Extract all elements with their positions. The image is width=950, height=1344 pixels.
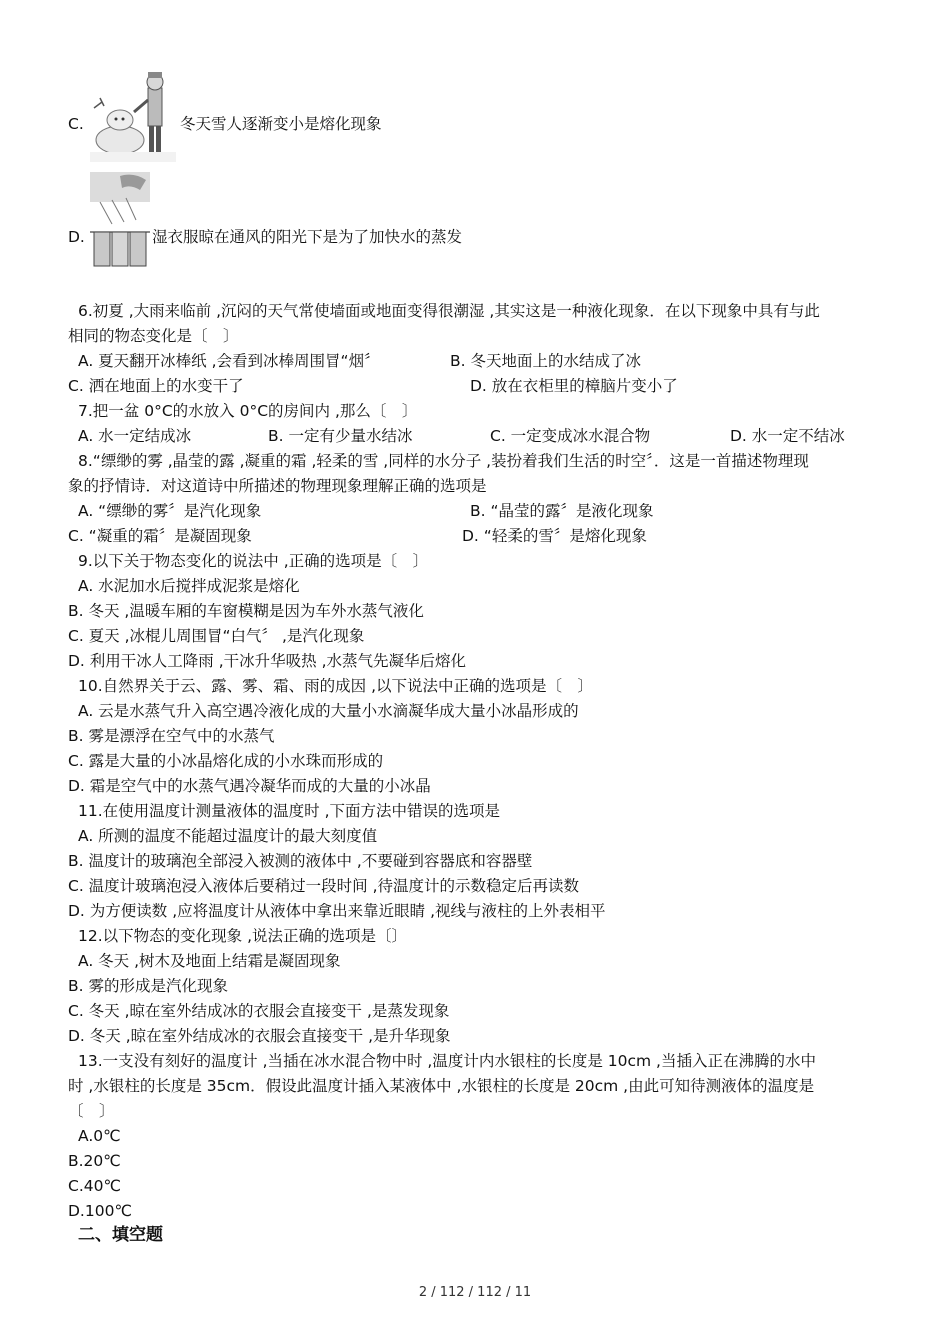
q9-option-c: C. 夏天 ,冰棍儿周围冒“白气〞 ,是汽化现象 — [68, 627, 365, 645]
q8-option-d: D. “轻柔的雪〞是熔化现象 — [462, 527, 647, 545]
q6-option-b: B. 冬天地面上的水结成了冰 — [450, 352, 641, 370]
q11-stem: 11.在使用温度计测量液体的温度时 ,下面方法中错误的选项是 — [78, 802, 501, 820]
q12-option-a: A. 冬天 ,树木及地面上结霜是凝固现象 — [78, 952, 341, 970]
q13-option-d: D.100℃ — [68, 1202, 132, 1220]
drying-clothes-image — [90, 172, 150, 268]
q8-option-c: C. “凝重的霜〞是凝固现象 — [68, 527, 252, 545]
q6-option-a: A. 夏天翻开冰棒纸 ,会看到冰棒周围冒“烟〞 — [78, 352, 380, 370]
q7-stem: 7.把一盆 0°C的水放入 0°C的房间内 ,那么〔 〕 — [78, 402, 418, 420]
q7-option-a: A. 水一定结成冰 — [78, 427, 192, 445]
q11-option-c: C. 温度计玻璃泡浸入液体后要稍过一段时间 ,待温度计的示数稳定后再读数 — [68, 877, 580, 895]
section-heading-fill-in: 二、填空题 — [78, 1225, 163, 1245]
q13-stem-line3: 〔 〕 — [68, 1102, 115, 1120]
q7-option-b: B. 一定有少量水结冰 — [268, 427, 413, 445]
q13-option-b: B.20℃ — [68, 1152, 121, 1170]
q12-stem: 12.以下物态的变化现象 ,说法正确的选项是〔〕 — [78, 927, 408, 945]
page-number: 2 / 112 / 112 / 11 — [418, 1285, 532, 1300]
q9-option-b: B. 冬天 ,温暖车厢的车窗模糊是因为车外水蒸气液化 — [68, 602, 424, 620]
q13-stem-line1: 13.一支没有刻好的温度计 ,当插在冰水混合物中时 ,温度计内水银柱的长度是 10cm ,当插入正在沸腾的水中 — [78, 1052, 816, 1070]
q13-option-a: A.0℃ — [78, 1127, 121, 1145]
option-c-text: 冬天雪人逐渐变小是熔化现象 — [180, 115, 382, 133]
option-d-letter: D. — [68, 228, 85, 246]
q12-option-d: D. 冬天 ,晾在室外结成冰的衣服会直接变干 ,是升华现象 — [68, 1027, 451, 1045]
q7-option-c: C. 一定变成冰水混合物 — [490, 427, 651, 445]
q13-option-c: C.40℃ — [68, 1177, 121, 1195]
q10-option-b: B. 雾是漂浮在空气中的水蒸气 — [68, 727, 275, 745]
option-d-text: 湿衣服晾在通风的阳光下是为了加快水的蒸发 — [152, 228, 463, 246]
q9-stem: 9.以下关于物态变化的说法中 ,正确的选项是〔 〕 — [78, 552, 429, 570]
q10-option-d: D. 霜是空气中的水蒸气遇冷凝华而成的大量的小冰晶 — [68, 777, 431, 795]
q7-option-d: D. 水一定不结冰 — [730, 427, 845, 445]
q9-option-d: D. 利用干冰人工降雨 ,干冰升华吸热 ,水蒸气先凝华后熔化 — [68, 652, 466, 670]
q11-option-b: B. 温度计的玻璃泡全部浸入被测的液体中 ,不要碰到容器底和容器壁 — [68, 852, 533, 870]
option-c-letter: C. — [68, 115, 84, 133]
q13-stem-line2: 时 ,水银柱的长度是 35cm．假设此温度计插入某液体中 ,水银柱的长度是 20cm ,由此可知待测液体的温度是 — [68, 1077, 815, 1095]
q6-stem-line1: 6.初夏 ,大雨来临前 ,沉闷的天气常使墙面或地面变得很潮湿 ,其实这是一种液化现象．在以下现象中具有与此 — [78, 302, 820, 320]
q6-stem-line2: 相同的物态变化是〔 〕 — [68, 327, 239, 345]
q11-option-d: D. 为方便读数 ,应将温度计从液体中拿出来靠近眼睛 ,视线与液柱的上外表相平 — [68, 902, 606, 920]
q8-stem-line2: 象的抒情诗．对这道诗中所描述的物理现象理解正确的选项是 — [68, 477, 487, 495]
q8-stem-line1: 8.“缥缈的雾 ,晶莹的露 ,凝重的霜 ,轻柔的雪 ,同样的水分子 ,装扮着我们生活的时空〞．这是一首描述物理现 — [78, 452, 809, 470]
q8-option-a: A. “缥缈的雾〞是汽化现象 — [78, 502, 262, 520]
q12-option-c: C. 冬天 ,晾在室外结成冰的衣服会直接变干 ,是蒸发现象 — [68, 1002, 450, 1020]
q12-option-b: B. 雾的形成是汽化现象 — [68, 977, 228, 995]
q10-stem: 10.自然界关于云、露、雾、霜、雨的成因 ,以下说法中正确的选项是〔 〕 — [78, 677, 594, 695]
q9-option-a: A. 水泥加水后搅拌成泥浆是熔化 — [78, 577, 300, 595]
q6-option-c: C. 洒在地面上的水变干了 — [68, 377, 244, 395]
snowman-image — [90, 70, 176, 162]
q11-option-a: A. 所测的温度不能超过温度计的最大刻度值 — [78, 827, 378, 845]
q10-option-c: C. 露是大量的小冰晶熔化成的小水珠而形成的 — [68, 752, 384, 770]
q10-option-a: A. 云是水蒸气升入高空遇冷液化成的大量小水滴凝华成大量小冰晶形成的 — [78, 702, 579, 720]
q6-option-d: D. 放在衣柜里的樟脑片变小了 — [470, 377, 678, 395]
q8-option-b: B. “晶莹的露〞是液化现象 — [470, 502, 654, 520]
